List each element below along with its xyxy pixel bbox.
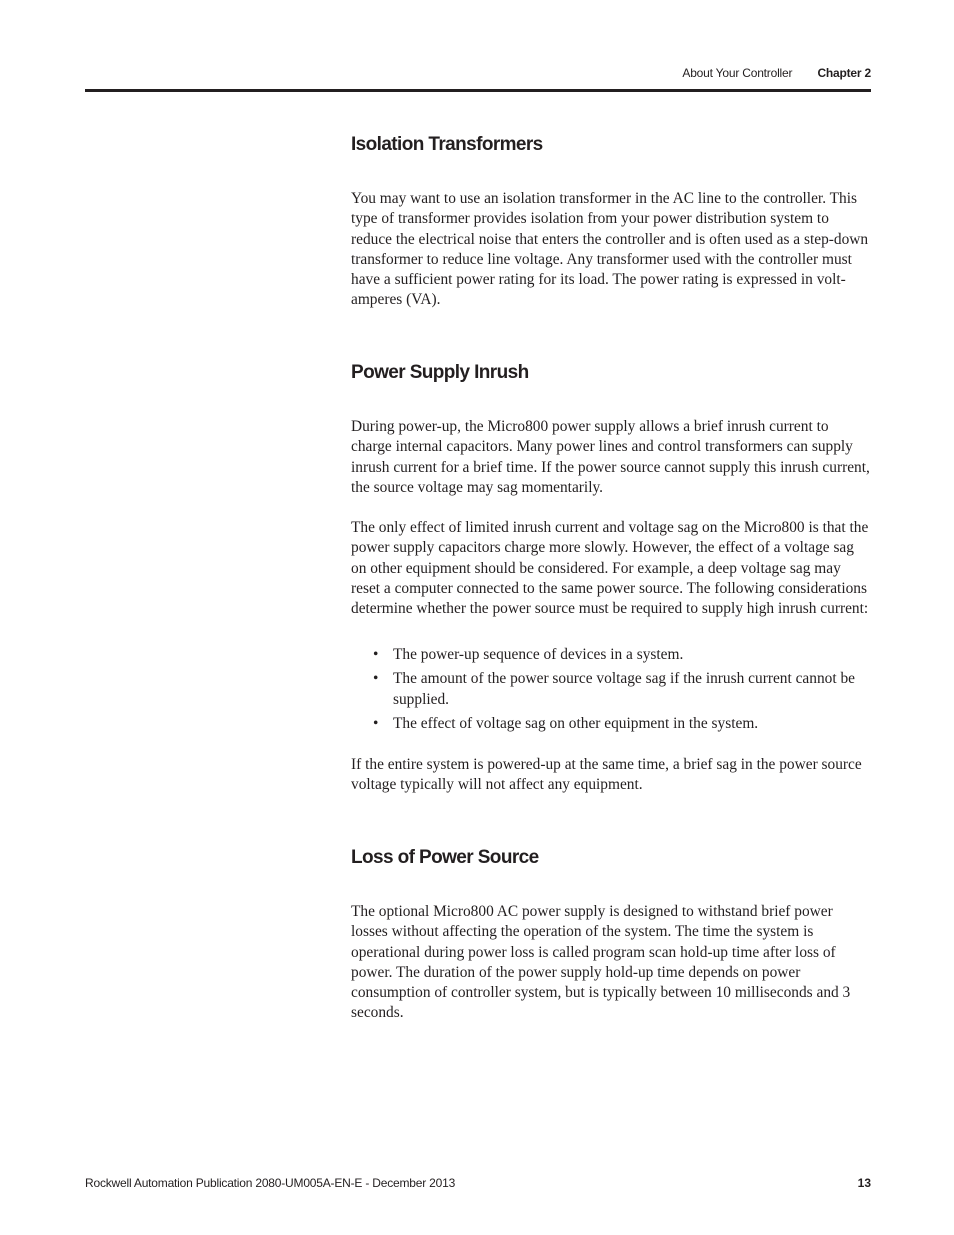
header-divider xyxy=(85,89,871,92)
list-item: • The power-up sequence of devices in a system. xyxy=(351,645,871,665)
header-chapter-label: Chapter 2 xyxy=(817,66,871,80)
isolation-transformers-paragraph: You may want to use an isolation transformer in the AC line to the controller. This type of transformer provides isolation from your power distribution system to reduce the electrical noise that enters the controller and is often used as a step-down transformer to reduce line voltage. Any transformer used with the controller must have a sufficient power rating for its load. The power rating is expressed in volt-amperes (VA). xyxy=(351,190,869,309)
heading-loss-of-power-source: Loss of Power Source xyxy=(351,847,539,868)
list-item: • The amount of the power source voltage sag if the inrush current cannot be supplied. xyxy=(351,669,871,710)
inrush-paragraph-3: If the entire system is powered-up at the same time, a brief sag in the power source voltage typically will not affect any equipment. xyxy=(351,756,862,794)
running-header xyxy=(682,66,871,80)
list-item: • The effect of voltage sag on other equipment in the system. xyxy=(351,714,871,734)
inrush-paragraph-1: During power-up, the Micro800 power supply allows a brief inrush current to charge internal capacitors. Many power lines and control transformers can supply inrush current for a brief time. If the power source cannot supply this inrush current, the source voltage may sag momentarily. xyxy=(351,418,870,496)
heading-isolation-transformers: Isolation Transformers xyxy=(351,134,543,155)
loss-of-power-paragraph: The optional Micro800 AC power supply is designed to withstand brief power losses without affecting the operation of the system. The time the system is operational during power loss is called program scan hold-up time after loss of power. The duration of the power supply hold-up time depends on power consumption of controller system, but is typically between 10 milliseconds and 3 seconds. xyxy=(351,903,851,1022)
inrush-paragraph-2: The only effect of limited inrush current and voltage sag on the Micro800 is that the power supply capacitors charge more slowly. However, the effect of a voltage sag on other equipment should be considered. For example, a deep voltage sag may reset a computer connected to the same power source. The following considerations determine whether the power source must be required to supply high inrush current: xyxy=(351,519,869,618)
footer-page-number: 13 xyxy=(857,1176,871,1190)
inrush-considerations-list xyxy=(351,645,871,738)
footer-publication: Rockwell Automation Publication 2080-UM005A-EN-E - December 2013 xyxy=(85,1176,456,1190)
header-section-title: About Your Controller xyxy=(682,66,793,80)
heading-power-supply-inrush: Power Supply Inrush xyxy=(351,362,529,383)
